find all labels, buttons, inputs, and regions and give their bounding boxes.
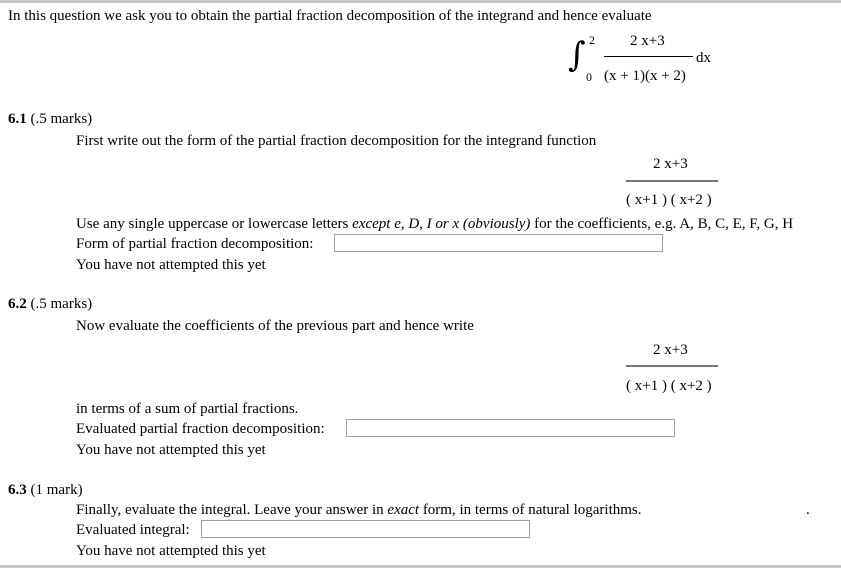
integral-sign-icon: ∫ bbox=[568, 35, 586, 75]
question-number: 6.1 bbox=[8, 111, 27, 127]
q3-field-label: Evaluated integral: bbox=[76, 522, 190, 538]
note-exceptions: except e, D, I or x (obviously) bbox=[352, 216, 531, 232]
question-6-1-prompt: First write out the form of the partial fraction decomposition for the integrand function bbox=[76, 133, 597, 149]
integral-fraction-bar bbox=[604, 56, 693, 57]
question-marks: (.5 marks) bbox=[30, 111, 93, 127]
integral-denominator: (x + 1)(x + 2) bbox=[604, 68, 686, 84]
prompt-suffix: form, in terms of natural logarithms. bbox=[419, 502, 642, 518]
q2-fraction-denominator: ( x+1 ) ( x+2 ) bbox=[626, 378, 712, 394]
question-6-2-after: in terms of a sum of partial fractions. bbox=[76, 401, 299, 417]
question-6-2-header bbox=[8, 295, 92, 313]
integral-numerator: 2 x+3 bbox=[630, 33, 665, 49]
note-suffix: for the coefficients, e.g. A, B, C, E, F, G, H bbox=[530, 216, 794, 232]
evaluated-integral-input[interactable] bbox=[201, 520, 530, 538]
integral-lower-limit: 0 bbox=[586, 70, 592, 84]
q1-fraction-denominator: ( x+1 ) ( x+2 ) bbox=[626, 192, 712, 208]
partial-fraction-form-input[interactable] bbox=[334, 234, 663, 252]
q2-fraction-bar bbox=[626, 365, 718, 367]
question-6-1-note bbox=[76, 215, 793, 233]
integral-upper-limit: 2 bbox=[589, 33, 595, 47]
question-6-3-header bbox=[8, 481, 83, 499]
question-number: 6.3 bbox=[8, 482, 27, 498]
question-6-1-header bbox=[8, 110, 92, 128]
q1-fraction-numerator: 2 x+3 bbox=[653, 156, 688, 172]
top-divider bbox=[0, 0, 841, 3]
prompt-exact: exact bbox=[387, 502, 420, 518]
stray-dot: . bbox=[806, 502, 810, 518]
evaluated-decomposition-input[interactable] bbox=[346, 419, 675, 437]
prompt-prefix: Finally, evaluate the integral. Leave your answer in bbox=[76, 502, 388, 518]
q1-field-label: Form of partial fraction decomposition: bbox=[76, 236, 314, 252]
question-6-3-prompt bbox=[76, 501, 642, 519]
question-marks: (1 mark) bbox=[30, 482, 83, 498]
note-prefix: Use any single uppercase or lowercase letters bbox=[76, 216, 353, 232]
integral-dx: dx bbox=[696, 50, 711, 66]
question-marks: (.5 marks) bbox=[30, 296, 93, 312]
q3-status: You have not attempted this yet bbox=[76, 543, 266, 559]
q1-status: You have not attempted this yet bbox=[76, 257, 266, 273]
question-number: 6.2 bbox=[8, 296, 27, 312]
intro-text: In this question we ask you to obtain the partial fraction decomposition of the integrand and hence evaluate bbox=[8, 8, 652, 24]
q1-fraction-bar bbox=[626, 180, 718, 182]
q2-fraction-numerator: 2 x+3 bbox=[653, 342, 688, 358]
question-6-2-prompt: Now evaluate the coefficients of the previous part and hence write bbox=[76, 318, 474, 334]
q2-status: You have not attempted this yet bbox=[76, 442, 266, 458]
q2-field-label: Evaluated partial fraction decomposition: bbox=[76, 421, 325, 437]
